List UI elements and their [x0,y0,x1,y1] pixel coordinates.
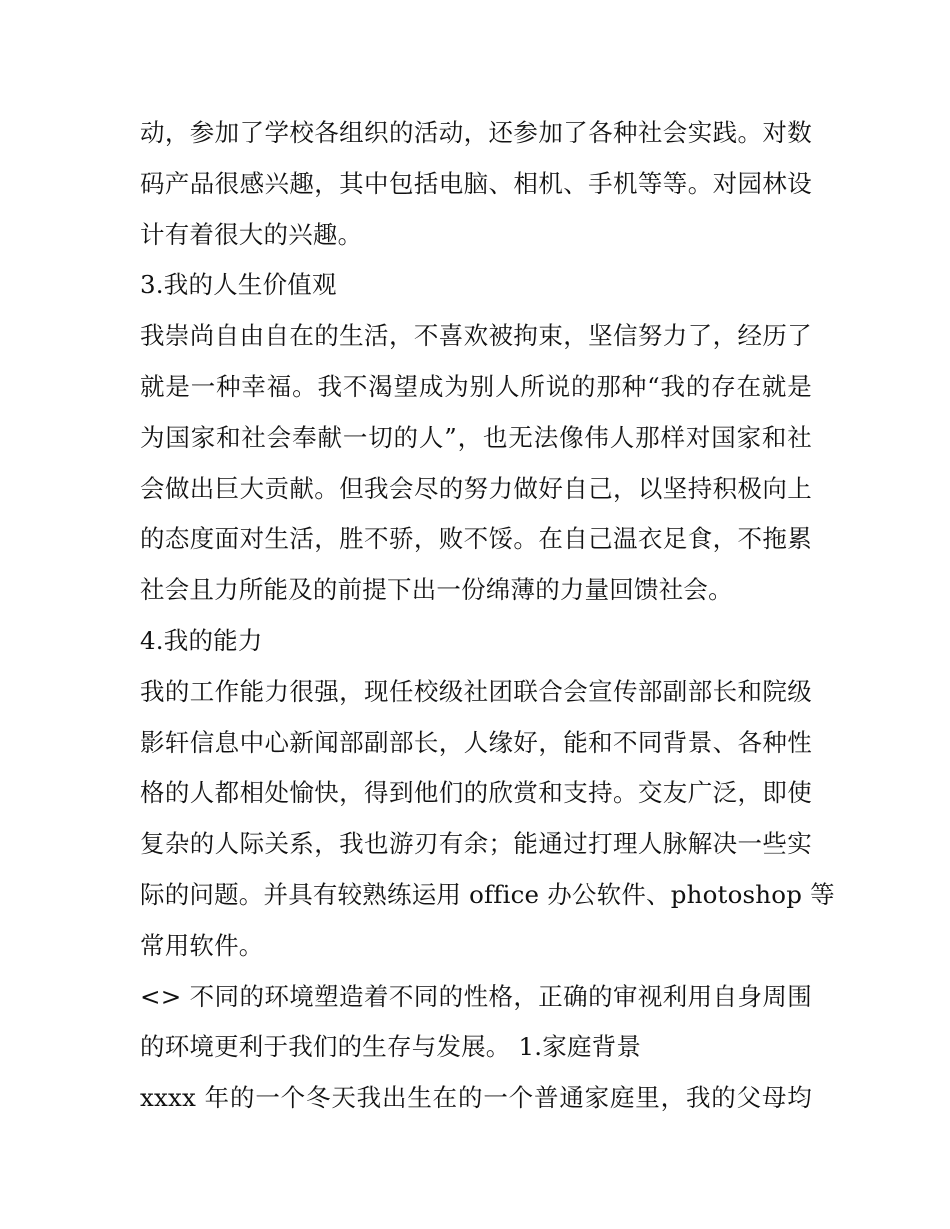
text-line: 常用软件。 [140,930,264,960]
text-line: xxxx 年的一个冬天我出生在的一个普通家庭里，我的父母均 [140,1083,812,1113]
text-line: 就是一种幸福。我不渴望成为别人所说的那种“我的存在就是 [140,371,812,401]
text-line: 码产品很感兴趣，其中包括电脑、相机、手机等等。对园林设 [140,168,812,198]
text-line: 际的问题。并具有较熟练运用 office 办公软件、photoshop 等 [140,879,835,909]
document-body [140,108,835,1124]
text-line: 社会且力所能及的前提下出一份绵薄的力量回馈社会。 [140,575,733,605]
text-line: 为国家和社会奉献一切的人”，也无法像伟人那样对国家和社 [140,422,812,452]
text-line: <> 不同的环境塑造着不同的性格，正确的审视利用自身周围 [140,981,812,1011]
text-line: 的环境更利于我们的生存与发展。 1.家庭背景 [140,1032,642,1062]
text-line: 我崇尚自由自在的生活，不喜欢被拘束，坚信努力了，经历了 [140,321,812,351]
section-heading-ability: 4.我的能力 [140,625,263,655]
section-heading-values: 3.我的人生价值观 [140,270,337,300]
text-line: 动，参加了学校各组织的活动，还参加了各种社会实践。对数 [140,118,812,147]
text-line: 格的人都相处愉快，得到他们的欣赏和支持。交友广泛，即使 [140,778,812,808]
text-line: 计有着很大的兴趣。 [140,219,363,249]
text-line: 会做出巨大贡献。但我会尽的努力做好自己，以坚持积极向上 [140,473,812,503]
text-line: 影轩信息中心新闻部副部长，人缘好，能和不同背景、各种性 [140,727,812,757]
text-line: 复杂的人际关系，我也游刃有余；能通过打理人脉解决一些实 [140,829,812,859]
text-line: 的态度面对生活，胜不骄，败不馁。在自己温衣足食，不拖累 [140,524,812,554]
text-line: 我的工作能力很强，现任校级社团联合会宣传部副部长和院级 [140,676,812,706]
